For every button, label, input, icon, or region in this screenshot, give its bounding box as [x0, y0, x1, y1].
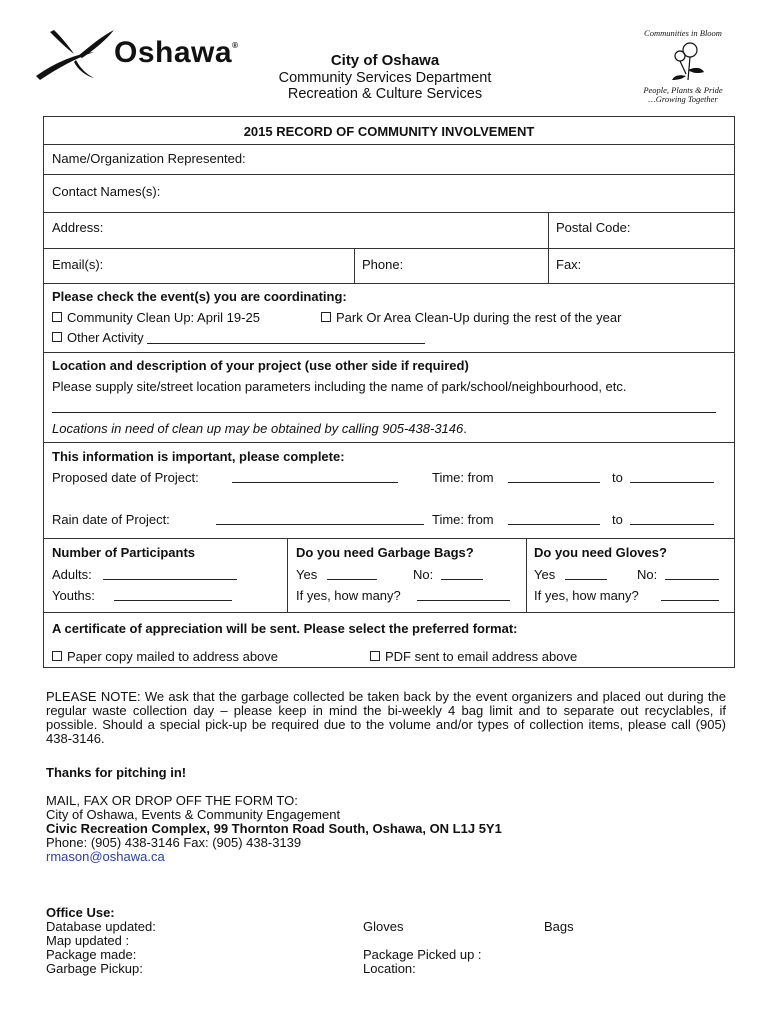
gloves-how-many-label: If yes, how many?	[534, 588, 639, 603]
postal-code-field[interactable]: Postal Code:	[556, 220, 631, 235]
rain-date-line[interactable]	[216, 512, 424, 525]
office-bags: Bags	[544, 919, 574, 934]
participants-heading: Number of Participants	[52, 545, 196, 560]
location-note: Locations in need of clean up may be obtained by calling 905-438-3146.	[52, 421, 467, 436]
city-title: City of Oshawa	[330, 52, 440, 69]
office-gloves: Gloves	[363, 919, 404, 934]
office-package-picked-up: Package Picked up :	[363, 947, 482, 962]
youths-label: Youths:	[52, 588, 95, 603]
event-community-cleanup-checkbox[interactable]: Community Clean Up: April 19-25	[52, 310, 260, 325]
gloves-yes-label: Yes	[534, 567, 556, 582]
bags-no-label: No:	[413, 567, 434, 582]
form-title: 2015 RECORD OF COMMUNITY INVOLVEMENT	[243, 124, 535, 139]
gloves-no-line[interactable]	[665, 567, 719, 580]
office-database-updated: Database updated:	[46, 919, 156, 934]
email-field[interactable]: Email(s):	[52, 257, 104, 272]
mail-address: Civic Recreation Complex, 99 Thornton Road South, Oshawa, ON L1J 5Y1	[46, 821, 502, 836]
flower-icon	[666, 40, 710, 82]
office-package-made: Package made:	[46, 947, 137, 962]
proposed-time-from-label: Time: from	[432, 470, 494, 485]
cib-title: Communities in Bloom	[644, 28, 722, 38]
department-title: Community Services Department	[278, 70, 492, 86]
location-instructions: Please supply site/street location parameters including the name of park/school/neighbourhood, etc.	[52, 379, 627, 394]
logo-text: Oshawa®	[114, 36, 239, 69]
bags-yes-label: Yes	[296, 567, 318, 582]
event-park-cleanup-checkbox[interactable]: Park Or Area Clean-Up during the rest of the year	[321, 310, 621, 325]
adults-label: Adults:	[52, 567, 92, 582]
involvement-form	[43, 116, 735, 668]
proposed-time-from-line[interactable]	[508, 470, 600, 483]
paper-copy-checkbox[interactable]: Paper copy mailed to address above	[52, 649, 278, 664]
division-title: Recreation & Culture Services	[287, 86, 483, 102]
rain-time-from-line[interactable]	[508, 512, 600, 525]
office-use-heading: Office Use:	[46, 905, 115, 920]
office-map-updated: Map updated :	[46, 933, 130, 948]
fax-field[interactable]: Fax:	[556, 257, 582, 272]
mail-phone-fax: Phone: (905) 438-3146 Fax: (905) 438-3139	[46, 835, 302, 850]
info-heading: This information is important, please complete:	[52, 449, 345, 464]
gloves-how-many-line[interactable]	[661, 588, 719, 601]
bags-how-many-label: If yes, how many?	[296, 588, 401, 603]
gloves-yes-line[interactable]	[565, 567, 607, 580]
thanks-text: Thanks for pitching in!	[46, 765, 187, 780]
bags-how-many-line[interactable]	[417, 588, 510, 601]
proposed-time-to-label: to	[612, 470, 623, 485]
oshawa-logo-icon	[32, 26, 116, 82]
location-entry-line[interactable]	[52, 412, 716, 413]
cib-tagline-1: People, Plants & Pride	[643, 85, 723, 95]
pdf-email-checkbox[interactable]: PDF sent to email address above	[370, 649, 577, 664]
bags-heading: Do you need Garbage Bags?	[296, 545, 474, 560]
name-org-field[interactable]: Name/Organization Represented:	[52, 151, 246, 166]
mail-email-link[interactable]: rmason@oshawa.ca	[46, 849, 165, 864]
gloves-no-label: No:	[637, 567, 658, 582]
cib-tagline-2: …Growing Together	[648, 94, 718, 104]
mail-line-1: City of Oshawa, Events & Community Engagement	[46, 807, 341, 822]
office-garbage-pickup: Garbage Pickup:	[46, 961, 143, 976]
bags-no-line[interactable]	[441, 567, 483, 580]
please-note: PLEASE NOTE: We ask that the garbage collected be taken back by the event organizers and placed out during the regular waste collection day – please keep in mind the bi-weekly 4 bag limit and to separate out recyclables, if possible. Should a special pick-up be required due to the volume and/or types of collection items, please call (905) 438-3146.	[46, 689, 726, 746]
certificate-heading: A certificate of appreciation will be sent. Please select the preferred format:	[52, 621, 518, 636]
proposed-time-to-line[interactable]	[630, 470, 714, 483]
rain-time-from-label: Time: from	[432, 512, 494, 527]
mail-heading: MAIL, FAX OR DROP OFF THE FORM TO:	[46, 793, 298, 808]
gloves-heading: Do you need Gloves?	[534, 545, 667, 560]
bags-yes-line[interactable]	[327, 567, 377, 580]
events-heading: Please check the event(s) you are coordinating:	[52, 289, 347, 304]
rain-time-to-label: to	[612, 512, 623, 527]
proposed-date-line[interactable]	[232, 470, 398, 483]
event-other-checkbox[interactable]: Other Activity	[52, 330, 425, 345]
adults-line[interactable]	[103, 567, 237, 580]
proposed-date-label: Proposed date of Project:	[52, 470, 199, 485]
rain-time-to-line[interactable]	[630, 512, 714, 525]
youths-line[interactable]	[114, 588, 232, 601]
address-field[interactable]: Address:	[52, 220, 104, 235]
office-location: Location:	[363, 961, 416, 976]
rain-date-label: Rain date of Project:	[52, 512, 170, 527]
location-heading: Location and description of your project (use other side if required)	[52, 358, 469, 373]
contact-names-field[interactable]: Contact Names(s):	[52, 184, 161, 199]
phone-field[interactable]: Phone:	[362, 257, 404, 272]
